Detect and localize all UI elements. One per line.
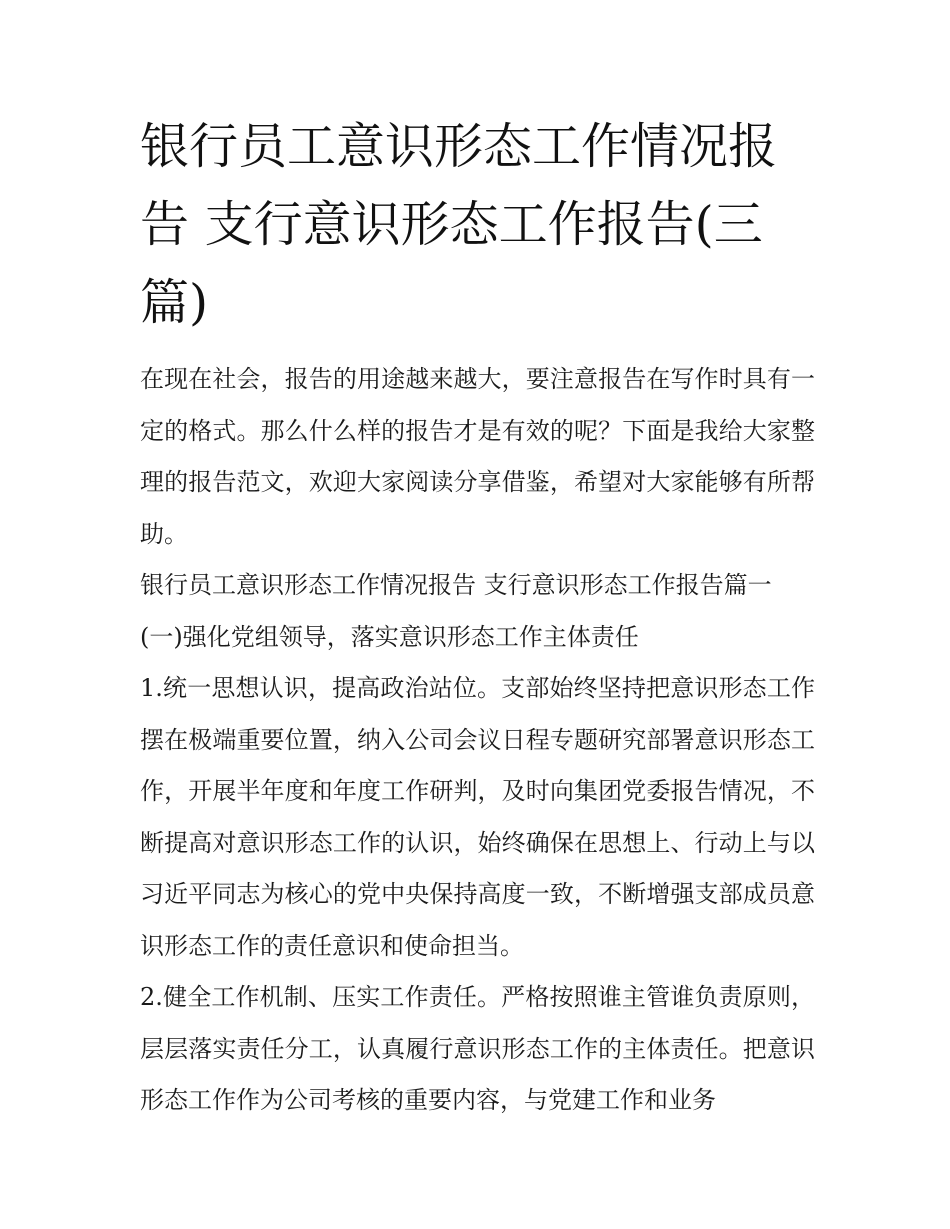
numbered-paragraph-1: 1.统一思想认识，提高政治站位。支部始终坚持把意识形态工作摆在极端重要位置，纳入公司会议日程专题研究部署意识形态工作，开展半年度和年度工作研判，及时向集团党委报告情况，不断提高对意识形态工作的认识，始终确保在思想上、行动上与以习近平同志为核心的党中央保持高度一致，不断增强支部成员意识形态工作的责任意识和使命担当。 <box>140 674 815 960</box>
document-title: 银行员工意识形态工作情况报告 支行意识形态工作报告(三篇) <box>140 118 778 331</box>
document-body <box>140 354 815 1127</box>
intro-paragraph: 在现在社会，报告的用途越来越大，要注意报告在写作时具有一定的格式。那么什么样的报告才是有效的呢？下面是我给大家整理的报告范文，欢迎大家阅读分享借鉴，希望对大家能够有所帮助。 <box>140 365 815 548</box>
numbered-paragraph-2: 2.健全工作机制、压实工作责任。严格按照谁主管谁负责原则，层层落实责任分工，认真履行意识形态工作的主体责任。把意识形态工作作为公司考核的重要内容，与党建工作和业务 <box>140 983 815 1114</box>
section-heading: 银行员工意识形态工作情况报告 支行意识形态工作报告篇一 <box>140 571 772 599</box>
document-page <box>140 108 815 1127</box>
subsection-heading: (一)强化党组领导，落实意识形态工作主体责任 <box>140 622 639 651</box>
